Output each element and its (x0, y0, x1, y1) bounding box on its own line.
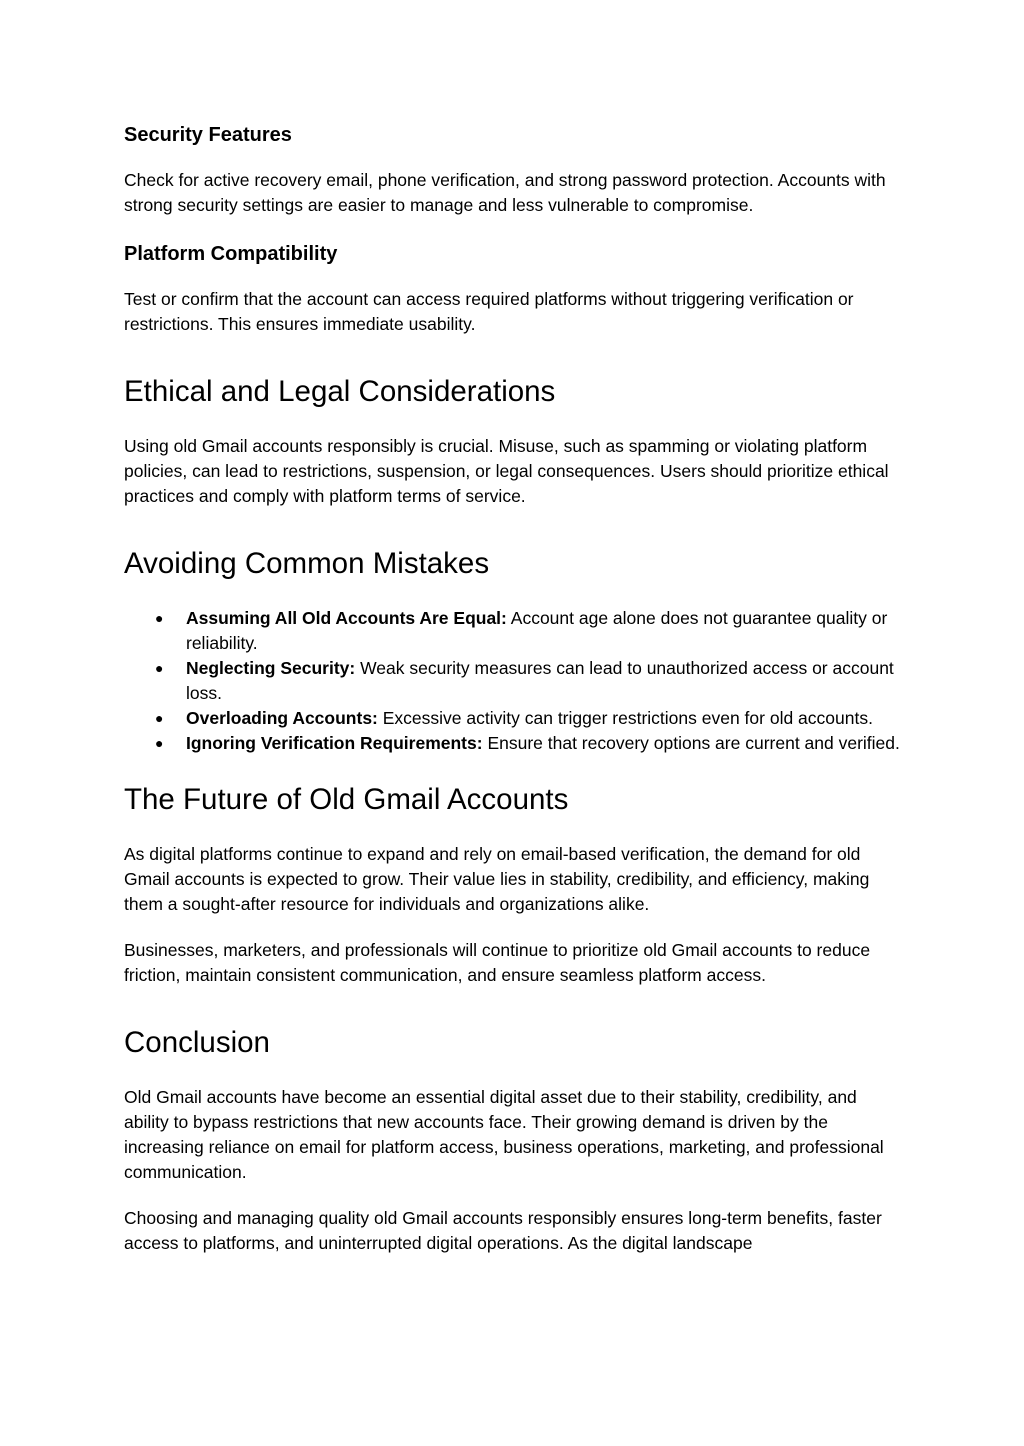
list-item-term: Ignoring Verification Requirements: (186, 733, 483, 753)
list-item-term: Assuming All Old Accounts Are Equal: (186, 608, 507, 628)
common-mistakes-heading: Avoiding Common Mistakes (124, 547, 490, 580)
future-paragraph-2: Businesses, marketers, and professionals will continue to prioritize old Gmail accounts to reduce friction, maintain consistent communication, and ensure seamless platform access. (124, 940, 871, 985)
conclusion-paragraph-1: Old Gmail accounts have become an essential digital asset due to their stability, credibility, and ability to bypass restrictions that new accounts face. Their growing demand is driven by the increasing reliance on email for platform access, business operations, marketing, and professional communication. (124, 1087, 884, 1182)
bullet-icon: ● (155, 710, 164, 726)
document-page (124, 120, 900, 1277)
bullet-icon: ● (155, 660, 164, 676)
list-item-text: Ensure that recovery options are current and verified. (482, 733, 900, 753)
list-item-term: Neglecting Security: (186, 658, 356, 678)
bullet-icon: ● (155, 735, 164, 751)
list-item (124, 731, 900, 756)
list-item (124, 656, 900, 706)
ethical-legal-heading: Ethical and Legal Considerations (124, 375, 556, 408)
security-features-heading: Security Features (124, 124, 292, 146)
security-features-paragraph: Check for active recovery email, phone verification, and strong password protection. Accounts with strong security settings are easier to manage and less vulnerable to compromise. (124, 170, 886, 215)
list-item-text: Weak security measures can lead to unauthorized access or account loss. (186, 658, 894, 703)
ethical-legal-paragraph: Using old Gmail accounts responsibly is crucial. Misuse, such as spamming or violating platform policies, can lead to restrictions, suspension, or legal consequences. Users should prioritize ethical practices and comply with platform terms of service. (124, 436, 889, 506)
list-item (124, 606, 900, 656)
common-mistakes-list (124, 606, 900, 756)
list-item-term: Overloading Accounts: (186, 708, 378, 728)
list-item-text: Account age alone does not guarantee quality or reliability. (186, 608, 888, 653)
future-heading: The Future of Old Gmail Accounts (124, 783, 569, 816)
future-paragraph-1: As digital platforms continue to expand and rely on email-based verification, the demand for old Gmail accounts is expected to grow. Their value lies in stability, credibility, and efficiency, making them a sought-after resource for individuals and organizations alike. (124, 844, 870, 914)
bullet-icon: ● (155, 610, 164, 626)
list-item (124, 706, 900, 731)
platform-compatibility-paragraph: Test or confirm that the account can access required platforms without triggering verification or restrictions. This ensures immediate usability. (124, 289, 854, 334)
conclusion-paragraph-2: Choosing and managing quality old Gmail accounts responsibly ensures long-term benefits, faster access to platforms, and uninterrupted digital operations. As the digital landscape (124, 1208, 882, 1253)
platform-compatibility-heading: Platform Compatibility (124, 243, 338, 265)
conclusion-heading: Conclusion (124, 1026, 270, 1059)
list-item-text: Excessive activity can trigger restrictions even for old accounts. (377, 708, 873, 728)
